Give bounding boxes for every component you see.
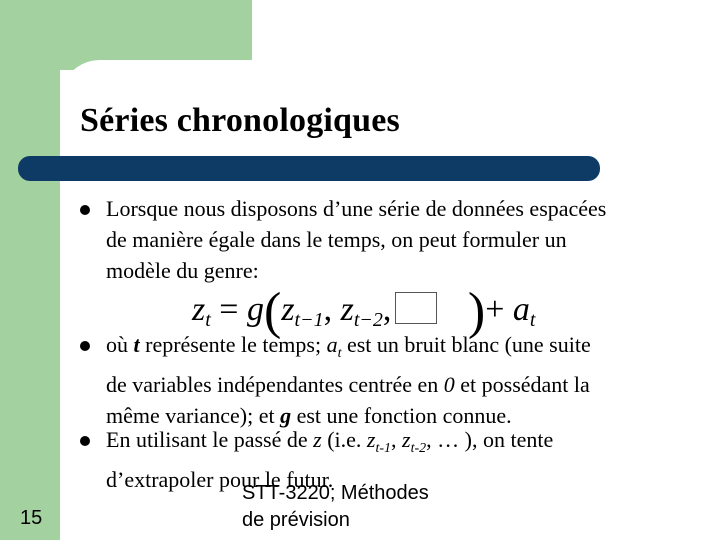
bullet-2-text bbox=[106, 329, 591, 431]
text-run: est un bruit blanc (une suite bbox=[341, 332, 591, 357]
text-run: même variance); et bbox=[106, 403, 281, 428]
bullet-dot-1 bbox=[80, 205, 90, 215]
slide-title: Séries chronologiques bbox=[80, 102, 400, 139]
text-run: représente le temps; bbox=[139, 332, 327, 357]
var-z: z bbox=[313, 427, 322, 452]
bullet-2-line-1 bbox=[106, 329, 591, 369]
bullet-1-line-1: Lorsque nous disposons d’une série de données espacées bbox=[106, 196, 607, 221]
formula-arg1-sub: t−1 bbox=[294, 309, 324, 331]
text-run: , … ), on tente bbox=[426, 427, 554, 452]
missing-glyph-box bbox=[395, 292, 437, 324]
text-run: (i.e. bbox=[321, 427, 367, 452]
formula-arg1: z bbox=[281, 291, 295, 328]
footer-line-1: STT-3220; Méthodes bbox=[242, 482, 429, 504]
var-z: z bbox=[402, 427, 411, 452]
formula-noise-sub: t bbox=[529, 309, 536, 331]
bullet-1-line-3: modèle du genre: bbox=[106, 258, 259, 283]
text-run: est une fonction connue. bbox=[291, 403, 512, 428]
formula-arg2: z bbox=[340, 291, 354, 328]
text-run: En utilisant le passé de bbox=[106, 427, 314, 452]
var-a: a bbox=[326, 332, 338, 357]
var-z-sub: t-1 bbox=[375, 441, 392, 456]
formula-noise: a bbox=[512, 291, 530, 328]
formula-equals: = bbox=[219, 291, 239, 328]
decor-green-side bbox=[0, 0, 60, 540]
value-zero: 0 bbox=[443, 372, 455, 397]
bullet-1-line-2: de manière égale dans le temps, on peut formuler un bbox=[106, 227, 567, 252]
formula-function: g bbox=[246, 291, 264, 328]
formula-comma-1: , bbox=[323, 291, 333, 328]
bullet-3-line-2: d’extrapoler pour le futur. bbox=[106, 467, 334, 492]
bullet-dot-3 bbox=[80, 436, 90, 446]
bullet-3-line-1 bbox=[106, 424, 553, 464]
text-run: et possédant la bbox=[454, 372, 590, 397]
formula-lhs-sub: t bbox=[205, 309, 211, 331]
formula-comma-2: , bbox=[382, 291, 392, 328]
formula-arg2-sub: t−2 bbox=[353, 309, 383, 331]
formula-plus: + bbox=[485, 291, 505, 328]
formula-close-paren: ) bbox=[467, 283, 486, 340]
title-underline-bar bbox=[18, 156, 600, 181]
var-t: t bbox=[133, 332, 140, 357]
formula-open-paren: ( bbox=[263, 283, 282, 340]
bullet-2-line-2 bbox=[106, 369, 591, 400]
var-g: g bbox=[280, 403, 292, 428]
formula-lhs: z bbox=[192, 291, 206, 328]
bullet-dot-2 bbox=[80, 341, 90, 351]
footer-line-2: de prévision bbox=[242, 509, 350, 531]
var-z: z bbox=[366, 427, 376, 452]
page-number: 15 bbox=[20, 507, 43, 529]
text-run: de variables indépendantes centrée en bbox=[106, 372, 444, 397]
text-run: , bbox=[391, 427, 403, 452]
bullet-1-text bbox=[106, 193, 606, 286]
slide-footer bbox=[242, 480, 429, 534]
var-a-sub: t bbox=[337, 346, 342, 361]
var-z-sub: t-2 bbox=[410, 441, 427, 456]
text-run: où bbox=[106, 332, 134, 357]
